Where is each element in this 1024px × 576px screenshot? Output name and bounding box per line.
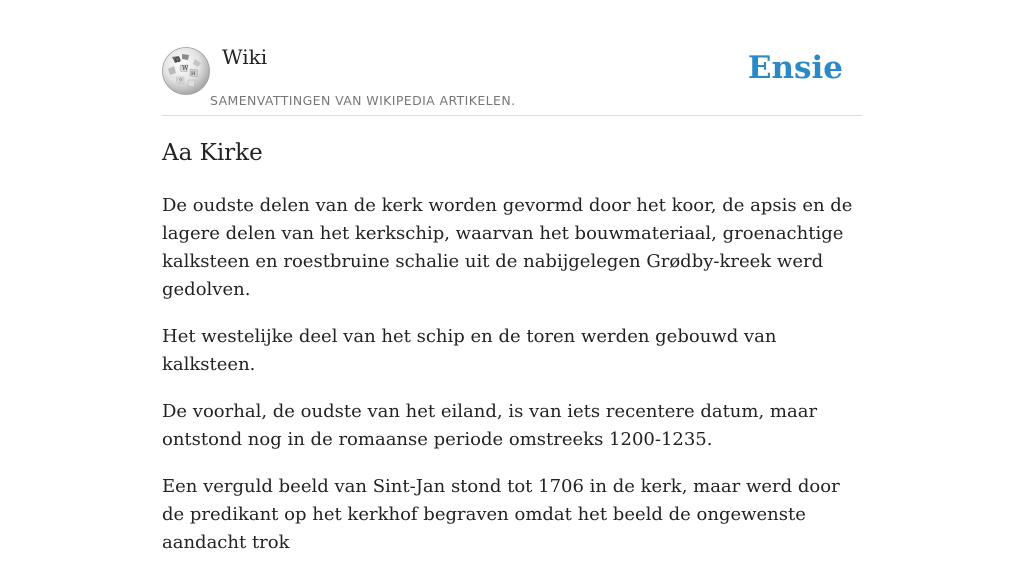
article-title: Aa Kirke: [162, 140, 263, 166]
article-paragraph: De voorhal, de oudste van het eiland, is van iets recentere datum, maar ontstond nog in de romaanse periode omstreeks 1200-1235.: [162, 401, 818, 450]
site-name-link[interactable]: Wiki: [222, 45, 268, 69]
svg-text:Ω: Ω: [175, 57, 180, 64]
page: [162, 0, 862, 553]
svg-text:И: И: [191, 71, 196, 77]
wikipedia-globe-icon[interactable]: [162, 47, 210, 95]
svg-text:W: W: [182, 65, 189, 72]
article-paragraph: Een verguld beeld van Sint-Jan stond tot 1706 in de kerk, maar werd door de predikant op het kerkhof begraven omdat het beeld de ongewenste aandacht trok: [162, 476, 840, 553]
article-content: [162, 192, 862, 576]
article-paragraph: Het westelijke deel van het schip en de toren werden gebouwd van kalksteen.: [162, 326, 777, 375]
ensie-brand-link[interactable]: Ensie: [747, 50, 843, 86]
svg-text:ウ: ウ: [178, 78, 184, 84]
site-tagline: SAMENVATTINGEN VAN WIKIPEDIA ARTIKELEN.: [210, 93, 516, 108]
site-header: [162, 0, 862, 116]
article-paragraph: De oudste delen van de kerk worden gevormd door het koor, de apsis en de lagere delen van het kerkschip, waarvan het bouwmateriaal, groenachtige kalksteen en roestbruine schalie uit de nabijgelegen Grødby-kreek werd gedolven.: [162, 195, 853, 300]
